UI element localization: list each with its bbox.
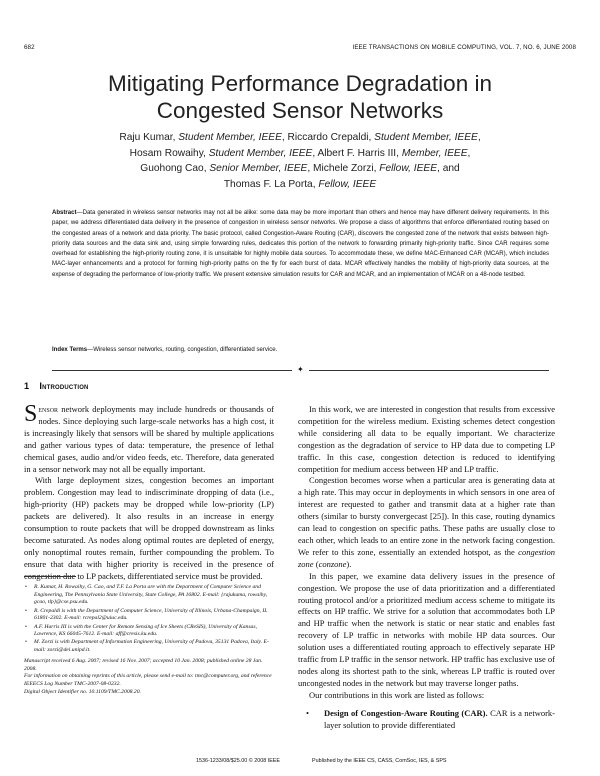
index-terms-text: —Wireless sensor networks, routing, congestion, differentiated service. (87, 347, 278, 353)
index-terms-label: Index Terms (52, 347, 88, 353)
footnote-rule (24, 576, 76, 577)
intro-paragraph-1: Sensor network deployments may include hundreds or thousands of nodes. Since deploying such large-scale networks has a high cost, it is increasingly likely that sensors will be shared by multiple applications and gather various types of data: temperature, the presence of lethal chemical gases, audio and/or video feeds, etc. Therefore, data generated in a sensor network may not all be equally important. (24, 401, 274, 474)
reprints-info: For information on obtaining reprints of this article, please send e-mail to: tmc@computer.org, and reference IEEECS Log Number TMC-2007-08-0232. (24, 673, 272, 687)
section-number: 1 (24, 381, 30, 391)
right-paragraph-1: In this work, we are interested in congestion that results from excessive competition for the wireless medium. Existing schemes detect congestion while considering all data to be equally important. We characterize congestion as the degradation of service to HP data due to competing LP traffic. In this case, congestion detection is reduced to identifying competition for medium access between HP and LP traffic. (298, 404, 555, 474)
footer-issn: 1536-1233/08/$25.00 © 2008 IEEE (196, 758, 280, 764)
index-terms (52, 346, 549, 355)
section-heading (24, 381, 89, 391)
section-divider (52, 366, 549, 376)
right-paragraph-4: Our contributions in this work are listed as follows: (309, 689, 485, 700)
journal-header: IEEE TRANSACTIONS ON MOBILE COMPUTING, VOL. 7, NO. 6, JUNE 2008 (352, 44, 576, 51)
contributions-list (298, 708, 555, 732)
footnote-affiliation: • M. Zorzi is with Department of Information Engineering, University of Padova, 35131 Padova, Italy. E-mail: zorzi@dei.unipd.it. (25, 639, 269, 654)
right-paragraph-2: Congestion becomes worse when a particular area is generating data at a high rate. This may occur in deployments in which sensors in one area of interest are requested to gather and transmit data at a higher rate than others (similar to bursty convergecast [25]). In this case, routing dynamics can lead to congestion on specific paths. These paths are usually close to each other, which leads to an entire zone in the network facing congestion. We refer to this zone, essentially an extended hotspot, as the congestion zone (conzone). (298, 475, 555, 569)
author-list (0, 130, 600, 192)
doi: Digital Object Identifier no. 10.1109/TMC.2008.20. (24, 688, 141, 695)
manuscript-dates: Manuscript received 6 Aug. 2007; revised 16 Nov. 2007; accepted 10 Jan. 2008; published online 28 Jan. 2008. (24, 657, 263, 672)
page-number: 682 (24, 44, 35, 51)
divider-diamond-icon: ✦ (297, 365, 304, 374)
right-paragraph-3: In this paper, we examine data delivery issues in the presence of congestion. We propose the use of data prioritization and a differentiated routing protocol and/or a prioritized medium access scheme to mitigate its effects on HP traffic. We strive for a solution that accommodates both LP and HP traffic when the network is static or near static and enables fast recovery of LP traffic in networks with mobile HP data sources. Our solution uses a differentiated routing approach to effectively separate HP traffic from LP traffic in the sensor network. HP traffic has exclusive use of nodes along its shortest path to the sink, whereas LP traffic is routed over uncongested nodes in the network but may traverse longer paths. (298, 570, 555, 688)
authors-line-4: Thomas F. La Porta, Fellow, IEEE (223, 178, 377, 190)
footnote-affiliation: • R. Crepaldi is with the Department of Computer Science, University of Illinois, Urbana-Champaign, IL 61801-2302. E-mail: rcrepal2@uiuc.edu. (25, 607, 268, 622)
authors-line-3: Guohong Cao, Senior Member, IEEE, Michele Zorzi, Fellow, IEEE, and (140, 163, 460, 175)
title-line-2: Congested Sensor Networks (156, 98, 444, 123)
abstract (52, 208, 549, 280)
title-line-1: Mitigating Performance Degradation in (108, 71, 492, 96)
left-column (24, 401, 274, 583)
footnote-affiliation: • R. Kumar, H. Rowaihy, G. Cao, and T.F. La Porta are with the Department of Computer Science and Engineering, The Pennsylvania State University, State College, PA 16802. E-mail: {rajukuma, rowaihy, gcao, tlp}@cse.psu.edu. (25, 584, 268, 606)
footnotes (24, 584, 274, 696)
authors-line-1: Raju Kumar, Student Member, IEEE, Riccardo Crepaldi, Student Member, IEEE, (119, 132, 481, 143)
section-title: Introduction (39, 381, 89, 391)
right-column (298, 404, 555, 731)
footer-publisher: Published by the IEEE CS, CASS, ComSoc, IES, & SPS (312, 758, 447, 764)
footnote-affiliation: • A.F. Harris III is with the Center for Remote Sensing of Ice Sheets (CReSIS), University of Kansas, Lawrence, KS 66045-7612. E-mail: aff@cresis.ku.edu. (25, 623, 257, 638)
list-item: • Design of Congestion-Aware Routing (CAR). CAR is a network-layer solution to provide differentiated (306, 707, 555, 730)
intro-paragraph-2: With large deployment sizes, congestion becomes an important problem. Congestion may lead to indiscriminate dropping of data (i.e., high-priority (HP) packets may be dropped while low-priority (LP) packets are delivered). It also results in an increase in energy consumption to route packets that will be dropped downstream as links become saturated. As nodes along optimal routes are depleted of energy, only nonoptimal routes remain, further compounding the problem. To ensure that data with higher priority is received in the presence of congestion due to LP packets, differentiated service must be provided. (24, 475, 274, 581)
authors-line-2: Hosam Rowaihy, Student Member, IEEE, Albert F. Harris III, Member, IEEE, (129, 147, 471, 159)
abstract-label: Abstract (52, 210, 77, 216)
abstract-text: —Data generated in wireless sensor networks may not all be alike: some data may be more important than others and hence may have different delivery requirements. In this paper, we address differentiated data delivery in the presence of congestion in wireless sensor networks. We propose a class of algorithms that enforce differentiated routing based on the congested areas of a network and data priority. The basic protocol, called Congestion-Aware Routing (CAR), discovers the congested zone of the network that exists between high-priority data sources and the data sink and, using simple forwarding rules, dedicates this portion of the network to forwarding primarily high-priority traffic. Since CAR requires some overhead for establishing the high-priority routing zone, it is unsuitable for highly mobile data sources. To accommodate these, we define MAC-Enhanced CAR (MCAR), which includes MAC-layer enhancements and a protocol for forming high-priority paths on the fly for each burst of data. MCAR effectively handles the mobility of high-priority data sources, at the expense of degrading the performance of low-priority traffic. We present extensive simulation results for CAR and MCAR, and an implementation of MCAR on a 48-node testbed. (52, 210, 549, 278)
drop-cap: S (24, 401, 38, 427)
paper-title (0, 70, 600, 124)
